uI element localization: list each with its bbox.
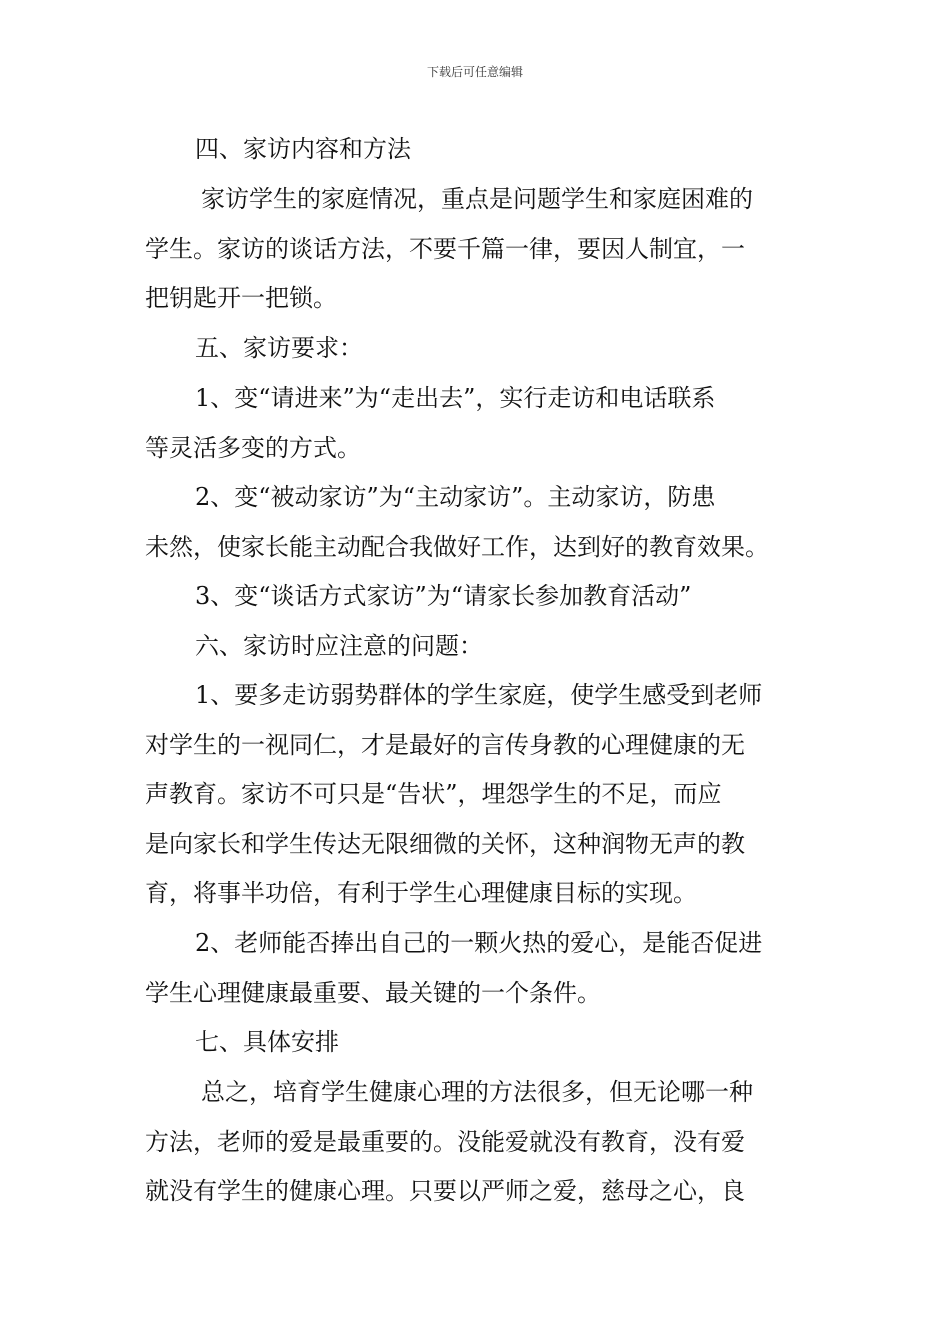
paragraph-line: 学生心理健康最重要、最关键的一个条件。	[145, 978, 601, 1007]
paragraph-line: 声教育。家访不可只是“告状”，埋怨学生的不足，而应	[145, 780, 722, 808]
paragraph-line: 3、变“谈话方式家访”为“请家长参加教育活动”	[195, 582, 692, 610]
paragraph-line: 四、家访内容和方法	[195, 135, 411, 163]
paragraph-line: 1、要多走访弱势群体的学生家庭，使学生感受到老师	[195, 681, 763, 709]
paragraph-line: 就没有学生的健康心理。只要以严师之爱，慈母之心，良	[145, 1177, 745, 1205]
section-heading-7	[145, 1018, 810, 1068]
paragraph-requirement-2	[145, 473, 810, 572]
paragraph-requirement-3	[145, 572, 810, 622]
paragraph-line: 未然，使家长能主动配合我做好工作，达到好的教育效果。	[145, 532, 769, 561]
paragraph-line: 学生。家访的谈话方法，不要千篇一律，要因人制宜，一	[145, 234, 745, 263]
paragraph-line: 总之，培育学生健康心理的方法很多，但无论哪一种	[201, 1078, 753, 1106]
paragraph-line: 等灵活多变的方式。	[145, 433, 361, 462]
paragraph-line: 六、家访时应注意的问题：	[195, 632, 483, 660]
paragraph-attention-2	[145, 919, 810, 1018]
header-note: 下载后可任意编辑	[426, 65, 523, 79]
paragraph-line: 方法，老师的爱是最重要的。没能爱就没有教育，没有爱	[145, 1127, 745, 1156]
section-heading-5	[145, 324, 810, 374]
paragraph-home-visit-content	[145, 175, 810, 324]
section-heading-6	[145, 622, 810, 672]
paragraph-line: 是向家长和学生传达无限细微的关怀，这种润物无声的教	[145, 829, 745, 858]
paragraph-requirement-1	[145, 374, 810, 473]
paragraph-line: 家访学生的家庭情况，重点是问题学生和家庭困难的	[201, 185, 753, 213]
paragraph-line: 2、老师能否捧出自己的一颗火热的爱心，是能否促进	[195, 929, 763, 957]
paragraph-line: 2、变“被动家访”为“主动家访”。主动家访，防患	[195, 483, 716, 511]
paragraph-line: 1、变“请进来”为“走出去”，实行走访和电话联系	[195, 384, 716, 412]
paragraph-attention-1	[145, 671, 810, 919]
paragraph-line: 把钥匙开一把锁。	[145, 284, 337, 312]
paragraph-line: 对学生的一视同仁，才是最好的言传身教的心理健康的无	[145, 730, 745, 759]
paragraph-line: 育，将事半功倍，有利于学生心理健康目标的实现。	[145, 879, 697, 907]
paragraph-conclusion	[145, 1068, 810, 1217]
section-heading-4	[145, 125, 810, 175]
paragraph-line: 七、具体安排	[195, 1028, 339, 1056]
paragraph-line: 五、家访要求：	[195, 334, 363, 362]
